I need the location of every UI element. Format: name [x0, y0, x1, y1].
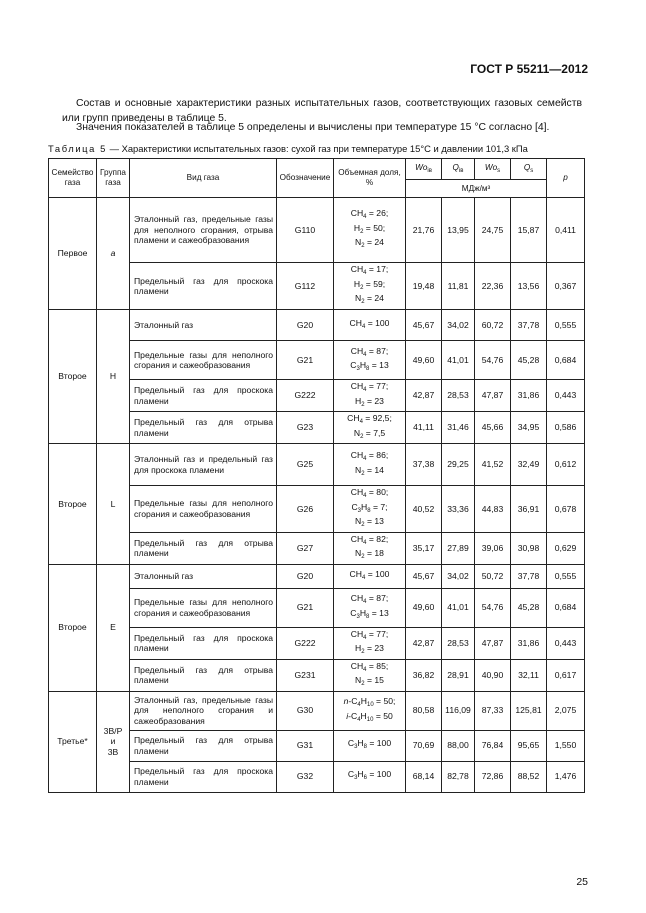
- col-wo-s-main: Wo: [484, 162, 498, 172]
- cell-value: 42,87: [406, 627, 442, 659]
- col-wo-i-sub: iв: [427, 167, 432, 174]
- cell-group: 3B/P и 3B: [97, 691, 130, 792]
- cell-gas-type: Предельный газ для проскока пламени: [130, 263, 277, 310]
- cell-value: 37,38: [406, 444, 442, 486]
- cell-composition: $n-C_4H_{10} = 50$; $i-C_4H_{10} = 50$: [334, 691, 406, 730]
- cell-composition: $CH_4 = 26$; $H_2 = 50$; $N_2 = 24$: [334, 198, 406, 263]
- cell-family: Третье*: [49, 691, 97, 792]
- cell-value: 50,72: [475, 564, 511, 588]
- table-row: [49, 659, 585, 691]
- cell-gas-type: Предельный газ для отрыва пламени: [130, 412, 277, 444]
- cell-value: 49,60: [406, 341, 442, 380]
- cell-value: 31,86: [511, 627, 547, 659]
- cell-family: Второе: [49, 444, 97, 565]
- cell-value: 47,87: [475, 380, 511, 412]
- cell-value: 88,00: [442, 730, 475, 761]
- cell-value: 39,06: [475, 532, 511, 564]
- cell-value: 29,25: [442, 444, 475, 486]
- cell-value: 42,87: [406, 380, 442, 412]
- cell-value: 0,612: [547, 444, 585, 486]
- table-row: [49, 444, 585, 486]
- cell-value: 88,52: [511, 761, 547, 792]
- cell-value: 24,75: [475, 198, 511, 263]
- cell-value: 13,56: [511, 263, 547, 310]
- cell-value: 32,49: [511, 444, 547, 486]
- cell-value: 34,95: [511, 412, 547, 444]
- col-type: Вид газа: [130, 159, 277, 198]
- cell-value: 28,53: [442, 380, 475, 412]
- cell-value: 49,60: [406, 588, 442, 627]
- cell-value: 1,476: [547, 761, 585, 792]
- table-caption: [48, 143, 528, 154]
- cell-value: 41,52: [475, 444, 511, 486]
- cell-value: 80,58: [406, 691, 442, 730]
- cell-value: 11,81: [442, 263, 475, 310]
- paragraph-2: Значения показателей в таблице 5 определены и вычислены при температуре 15 °С согласно [4].: [76, 122, 550, 133]
- cell-value: 70,69: [406, 730, 442, 761]
- cell-composition: $CH_4 = 87$; $C_3H_8 = 13$: [334, 341, 406, 380]
- col-volume: Объемная доля, %: [334, 159, 406, 198]
- col-wo-s: [475, 159, 511, 180]
- cell-value: 116,09: [442, 691, 475, 730]
- cell-value: 40,90: [475, 659, 511, 691]
- cell-designation: G110: [277, 198, 334, 263]
- col-q-s-main: Q: [523, 162, 531, 172]
- cell-designation: G112: [277, 263, 334, 310]
- cell-designation: G26: [277, 486, 334, 533]
- table-row: [49, 310, 585, 341]
- cell-composition: $CH_4 = 77$; $H_2 = 23$: [334, 380, 406, 412]
- table-row: [49, 532, 585, 564]
- document-header: ГОСТ Р 55211—2012: [470, 62, 588, 76]
- cell-value: 0,684: [547, 341, 585, 380]
- cell-value: 36,82: [406, 659, 442, 691]
- cell-value: 21,76: [406, 198, 442, 263]
- cell-designation: G27: [277, 532, 334, 564]
- cell-group: L: [97, 444, 130, 565]
- cell-gas-type: Эталонный газ, предельные газы для неполного сгорания и сажеобразования: [130, 691, 277, 730]
- cell-gas-type: Предельный газ для проскока пламени: [130, 380, 277, 412]
- cell-composition: $C_3H_8 = 100$: [334, 730, 406, 761]
- cell-value: 13,95: [442, 198, 475, 263]
- cell-composition: $CH_4 = 86$; $N_2 = 14$: [334, 444, 406, 486]
- table-row: [49, 412, 585, 444]
- cell-value: 0,586: [547, 412, 585, 444]
- col-wo-i-main: Wo: [415, 162, 428, 172]
- cell-gas-type: Предельный газ для проскока пламени: [130, 627, 277, 659]
- cell-value: 40,52: [406, 486, 442, 533]
- cell-value: 0,684: [547, 588, 585, 627]
- cell-value: 34,02: [442, 564, 475, 588]
- cell-family: Второе: [49, 310, 97, 444]
- cell-value: 19,48: [406, 263, 442, 310]
- cell-value: 45,28: [511, 588, 547, 627]
- cell-value: 28,91: [442, 659, 475, 691]
- cell-composition: $CH_4 = 85$; $N_2 = 15$: [334, 659, 406, 691]
- cell-value: 2,075: [547, 691, 585, 730]
- cell-gas-type: Эталонный газ: [130, 310, 277, 341]
- cell-value: 0,555: [547, 564, 585, 588]
- cell-value: 35,17: [406, 532, 442, 564]
- cell-value: 47,87: [475, 627, 511, 659]
- cell-composition: $CH_4 = 80$; $C_3H_8 = 7$; $N_2 = 13$: [334, 486, 406, 533]
- table-row: [49, 691, 585, 730]
- cell-value: 82,78: [442, 761, 475, 792]
- cell-composition: $CH_4 = 82$; $N_2 = 18$: [334, 532, 406, 564]
- col-relative-density: p: [547, 159, 585, 198]
- cell-composition: $CH_4 = 17$; $H_2 = 59$; $N_2 = 24$: [334, 263, 406, 310]
- cell-value: 0,443: [547, 627, 585, 659]
- cell-designation: G25: [277, 444, 334, 486]
- cell-value: 0,555: [547, 310, 585, 341]
- table-row: [49, 198, 585, 263]
- table-row: [49, 263, 585, 310]
- cell-designation: G20: [277, 310, 334, 341]
- col-designation: Обозначение: [277, 159, 334, 198]
- cell-value: 44,83: [475, 486, 511, 533]
- table-row: [49, 380, 585, 412]
- cell-value: 31,86: [511, 380, 547, 412]
- cell-group: E: [97, 564, 130, 691]
- cell-gas-type: Предельный газ для отрыва пламени: [130, 659, 277, 691]
- table-row: [49, 564, 585, 588]
- cell-value: 41,11: [406, 412, 442, 444]
- cell-group: H: [97, 310, 130, 444]
- cell-value: 32,11: [511, 659, 547, 691]
- col-group: Группа газа: [97, 159, 130, 198]
- table-row: [49, 341, 585, 380]
- cell-value: 36,91: [511, 486, 547, 533]
- col-q-i-main: Q: [452, 162, 459, 172]
- cell-composition: $CH_4 = 87$; $C_3H_8 = 13$: [334, 588, 406, 627]
- cell-composition: $CH_4 = 92,5$; $N_2 = 7,5$: [334, 412, 406, 444]
- cell-value: 28,53: [442, 627, 475, 659]
- cell-designation: G21: [277, 341, 334, 380]
- cell-value: 45,66: [475, 412, 511, 444]
- cell-value: 54,76: [475, 588, 511, 627]
- cell-value: 41,01: [442, 588, 475, 627]
- cell-value: 1,550: [547, 730, 585, 761]
- cell-value: 37,78: [511, 564, 547, 588]
- table-row: [49, 730, 585, 761]
- cell-value: 68,14: [406, 761, 442, 792]
- col-q-s-sub: s: [530, 167, 534, 174]
- cell-value: 60,72: [475, 310, 511, 341]
- cell-value: 37,78: [511, 310, 547, 341]
- col-q-i-sub: iв: [458, 167, 464, 174]
- cell-value: 72,86: [475, 761, 511, 792]
- cell-gas-type: Предельные газы для неполного сгорания и сажеобразования: [130, 588, 277, 627]
- cell-designation: G31: [277, 730, 334, 761]
- cell-family: Второе: [49, 564, 97, 691]
- cell-value: 22,36: [475, 263, 511, 310]
- cell-gas-type: Эталонный газ и предельный газ для проскока пламени: [130, 444, 277, 486]
- cell-value: 27,89: [442, 532, 475, 564]
- col-q-s: [511, 159, 547, 180]
- cell-value: 31,46: [442, 412, 475, 444]
- gas-characteristics-table: [48, 158, 585, 793]
- cell-composition: $CH_4 = 100$: [334, 310, 406, 341]
- cell-value: 76,84: [475, 730, 511, 761]
- table-caption-label: Таблица 5: [48, 143, 107, 154]
- cell-designation: G30: [277, 691, 334, 730]
- cell-designation: G32: [277, 761, 334, 792]
- cell-value: 0,443: [547, 380, 585, 412]
- col-wo-s-sub: s: [497, 167, 501, 174]
- cell-value: 54,76: [475, 341, 511, 380]
- cell-value: 45,28: [511, 341, 547, 380]
- cell-gas-type: Предельный газ для проскока пламени: [130, 761, 277, 792]
- cell-gas-type: Предельный газ для отрыва пламени: [130, 730, 277, 761]
- cell-value: 41,01: [442, 341, 475, 380]
- cell-value: 45,67: [406, 564, 442, 588]
- col-wo-i: [406, 159, 442, 180]
- cell-designation: G222: [277, 627, 334, 659]
- table-body: [49, 198, 585, 793]
- col-q-i: [442, 159, 475, 180]
- cell-value: 95,65: [511, 730, 547, 761]
- cell-gas-type: Предельные газы для неполного сгорания и сажеобразования: [130, 486, 277, 533]
- cell-composition: $CH_4 = 77$; $H_2 = 23$: [334, 627, 406, 659]
- table-caption-text: — Характеристики испытательных газов: сухой газ при температуре 15°С и давлении 101,3 кПа: [106, 143, 528, 154]
- col-family: Семейство газа: [49, 159, 97, 198]
- cell-designation: G231: [277, 659, 334, 691]
- cell-designation: G222: [277, 380, 334, 412]
- cell-value: 0,678: [547, 486, 585, 533]
- table-row: [49, 486, 585, 533]
- cell-value: 15,87: [511, 198, 547, 263]
- cell-value: 0,411: [547, 198, 585, 263]
- cell-designation: G23: [277, 412, 334, 444]
- page-number: 25: [576, 876, 588, 888]
- cell-value: 0,629: [547, 532, 585, 564]
- cell-value: 125,81: [511, 691, 547, 730]
- cell-designation: G20: [277, 564, 334, 588]
- cell-value: 33,36: [442, 486, 475, 533]
- cell-value: 0,367: [547, 263, 585, 310]
- cell-value: 34,02: [442, 310, 475, 341]
- cell-gas-type: Эталонный газ: [130, 564, 277, 588]
- cell-gas-type: Эталонный газ, предельные газы для неполного сгорания, отрыва пламени и сажеобразования: [130, 198, 277, 263]
- cell-value: 45,67: [406, 310, 442, 341]
- cell-value: 87,33: [475, 691, 511, 730]
- paragraph-1: Состав и основные характеристики разных испытательных газов, соответствующих газовых семейств или групп приведены в таблице 5.: [62, 98, 582, 124]
- cell-value: 0,617: [547, 659, 585, 691]
- table-row: [49, 588, 585, 627]
- col-unit: МДж/м³: [406, 180, 547, 198]
- cell-composition: $C_3H_6 = 100$: [334, 761, 406, 792]
- cell-family: Первое: [49, 198, 97, 310]
- table-row: [49, 627, 585, 659]
- cell-gas-type: Предельный газ для отрыва пламени: [130, 532, 277, 564]
- cell-composition: $CH_4 = 100$: [334, 564, 406, 588]
- cell-value: 30,98: [511, 532, 547, 564]
- cell-gas-type: Предельные газы для неполного сгорания и сажеобразования: [130, 341, 277, 380]
- table-row: [49, 761, 585, 792]
- cell-designation: G21: [277, 588, 334, 627]
- cell-group: a: [97, 198, 130, 310]
